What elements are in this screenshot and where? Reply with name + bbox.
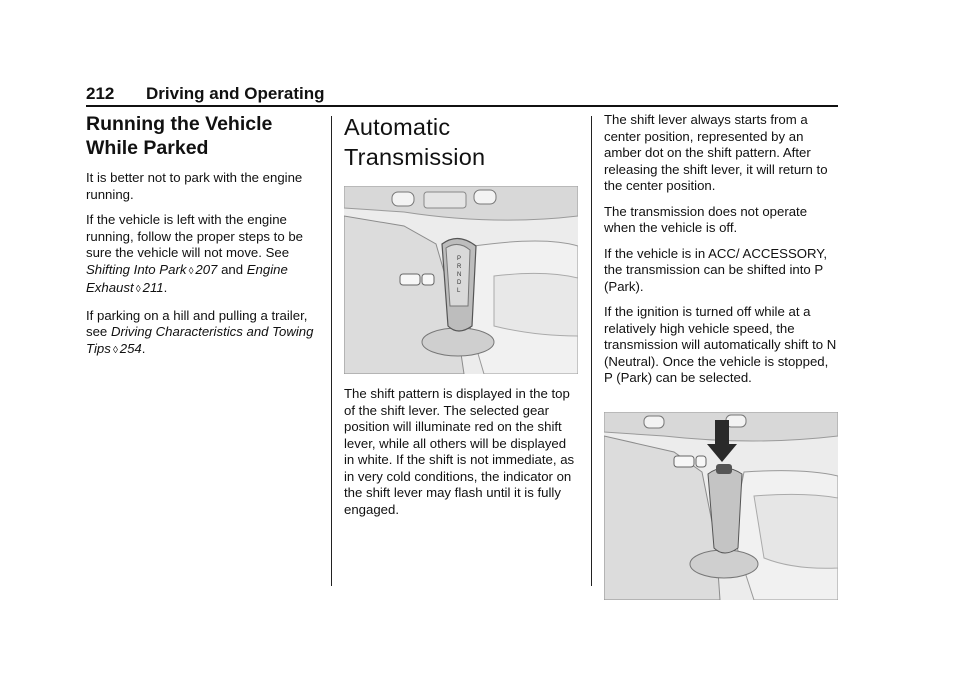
- gear-letter: R: [457, 264, 462, 270]
- automatic-transmission-heading: Automatic Transmission: [344, 114, 486, 170]
- gear-letter: D: [457, 280, 462, 286]
- paragraph: It is better not to park with the engine running.: [86, 170, 303, 202]
- section-title: Driving and Operating: [146, 84, 325, 103]
- paragraph: If the vehicle is in ACC/ ACCESSORY, the transmission can be shifted into P (Park).: [604, 245, 828, 294]
- page-number: 212: [86, 84, 115, 103]
- running-vehicle-heading: Running the Vehicle While Parked: [86, 113, 273, 159]
- paragraph-text: If parking on a hill and pulling a trailer, see: [86, 307, 308, 339]
- shift-lever-illustration: [344, 186, 578, 374]
- column-2: [344, 112, 578, 527]
- paragraph-text: If the vehicle is left with the engine running, follow the proper steps to be sure the vehicle will not move. See: [86, 212, 303, 260]
- shifting-into-park-link[interactable]: Shifting Into Park ◊ 207: [86, 261, 218, 277]
- paragraph: The shift pattern is displayed in the top of the shift lever. The selected gear position will illuminate red on the shift lever, while all others will be displayed in white. If the shift is not immediate, as in very cold conditions, the indicator on the shift lever may flash until it is fully engaged.: [344, 386, 575, 517]
- page-reference-icon: ◊: [188, 265, 194, 277]
- driving-characteristics-link[interactable]: Driving Characteristics and Towing Tips ◊ 254: [86, 324, 314, 356]
- paragraph: If the ignition is turned off while at a relatively high vehicle speed, the transmission will automatically shift to N (Neutral). Once the vehicle is stopped, P (Park) can be selected.: [604, 304, 837, 385]
- paragraph: The transmission does not operate when the vehicle is off.: [604, 203, 808, 235]
- paragraph: If the vehicle is left with the engine running, follow the proper steps to be sure the vehicle will not move. See Shifting Into Park ◊ 207 and Engine Exhaust ◊ 211.: [86, 212, 303, 295]
- page-reference-icon: ◊: [135, 284, 141, 295]
- paragraph: The shift lever always starts from a center position, represented by an amber dot on the shift pattern. After releasing the shift lever, it will return to the center position.: [604, 112, 828, 193]
- column-3: [604, 112, 840, 605]
- page-reference-icon: ◊: [112, 344, 118, 356]
- gear-letter: P: [457, 256, 462, 262]
- header-rule: [86, 105, 838, 107]
- column-1: [86, 112, 316, 368]
- engine-exhaust-link[interactable]: Engine Exhaust ◊ 211: [86, 261, 288, 295]
- column-divider: [331, 116, 332, 586]
- gear-letter: L: [457, 288, 461, 294]
- page-header: [86, 82, 838, 106]
- shift-to-park-illustration: [604, 412, 838, 600]
- column-divider: [591, 116, 592, 586]
- gear-letter: N: [457, 272, 462, 278]
- paragraph: If parking on a hill and pulling a trailer, see Driving Characteristics and Towing Tips ◊ 254.: [86, 307, 314, 356]
